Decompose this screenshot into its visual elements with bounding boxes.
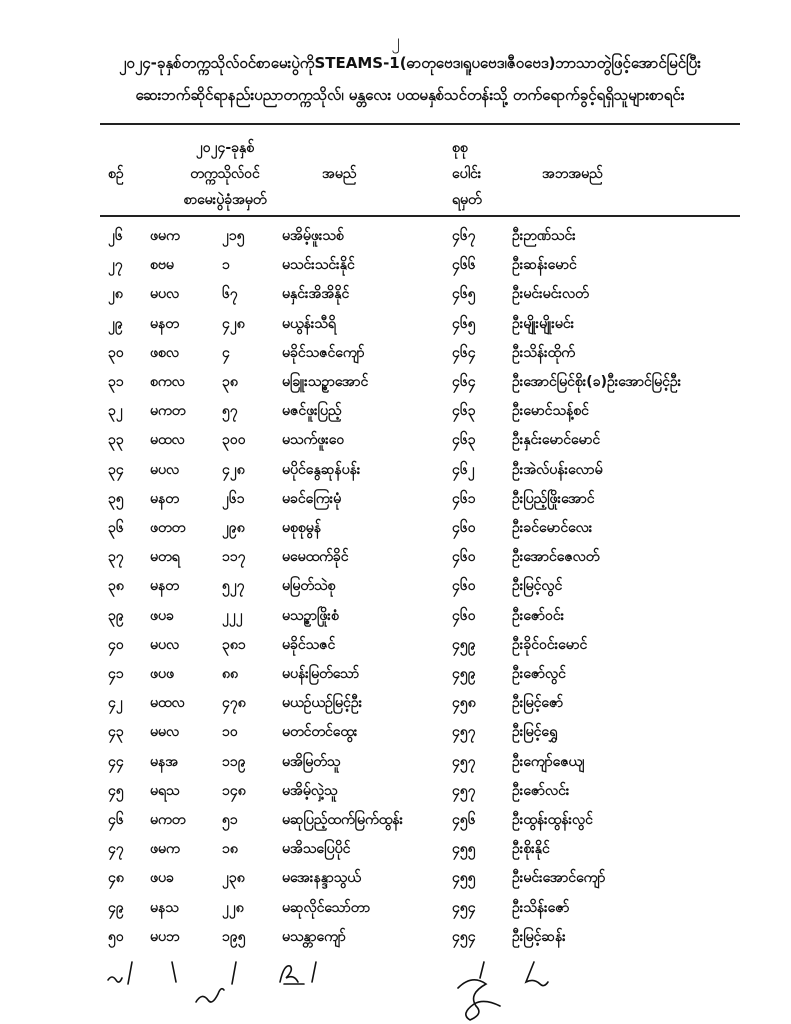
- total-score: ၄၅၇: [452, 782, 476, 799]
- student-name: မစုစုမွန်: [282, 520, 321, 536]
- father-name: ဦးမောင်သန့်စင်: [512, 403, 589, 420]
- exam-prefix: မနသ: [150, 899, 179, 916]
- exam-prefix: ဖစလ: [150, 344, 179, 361]
- serial-number: ၄၇: [108, 841, 124, 858]
- table-row: [0, 489, 791, 517]
- total-score: ၄၅၆: [452, 812, 476, 828]
- exam-number: ၄၂၈: [222, 461, 245, 478]
- table-row: [0, 927, 791, 955]
- father-name: ဦးကျော်ဇေယျ: [512, 753, 585, 770]
- table-row: [0, 898, 791, 926]
- header-name: အမည်: [322, 166, 357, 182]
- father-name: ဦးမင်းမင်းလတ်: [512, 286, 589, 303]
- total-score: ၄၅၉: [452, 666, 476, 682]
- table-row: [0, 693, 791, 721]
- serial-number: ၃၃: [108, 432, 124, 449]
- student-name: မသဥ္စာဖြိုးစံ: [282, 607, 339, 624]
- exam-number: ၄: [222, 344, 230, 361]
- signature-2: [172, 962, 236, 1002]
- table-row: [0, 722, 791, 750]
- table-row: [0, 781, 791, 809]
- father-name: ဦးခိုင်ဝင်းမောင်: [512, 636, 588, 653]
- exam-number: ၂၉၈: [222, 520, 245, 536]
- father-name: ဦးပြည့်ဖြိုးအောင်: [512, 490, 595, 507]
- student-name: မအိမ့်လှဲ့သူ: [282, 782, 338, 799]
- exam-number: ၅၁: [222, 812, 238, 828]
- total-score: ၄၆၀: [452, 578, 476, 595]
- student-name: မယဉ်ယဉ်မြင့်ဦး: [282, 695, 363, 712]
- serial-number: ၃၈: [108, 578, 124, 595]
- serial-number: ၄၆: [108, 812, 124, 828]
- table-header-rule: [100, 215, 740, 217]
- student-name: မသက်ဖူးဝေ: [282, 432, 345, 449]
- exam-number: ၅၂၇: [222, 578, 245, 595]
- exam-number: ၄၂၈: [222, 315, 245, 332]
- table-row: [0, 576, 791, 604]
- exam-prefix: မနတ: [150, 315, 179, 332]
- student-name: မတင်တင်ထွေး: [282, 724, 358, 741]
- father-name: ဦးသိန်းဇော်: [512, 899, 570, 916]
- serial-number: ၄၃: [108, 724, 124, 741]
- header-score-line-1: စုစု: [452, 140, 468, 156]
- header-exam-line-3: စာမေးပွဲခုံအမှတ်: [183, 192, 267, 208]
- exam-number: ၈၈: [222, 666, 238, 682]
- student-name: မနှင်းအိအိနိုင်: [282, 286, 350, 303]
- table-row: [0, 839, 791, 867]
- exam-number: ၁၀: [222, 724, 238, 741]
- table-top-rule: [100, 123, 740, 125]
- total-score: ၄၆၆: [452, 257, 476, 274]
- serial-number: ၃၆: [108, 520, 124, 536]
- student-name: မခိုင်သဇင်ကျော်: [282, 344, 365, 361]
- student-name: မသင်းသင်းနိုင်: [282, 257, 355, 274]
- table-row: [0, 460, 791, 488]
- serial-number: ၄၂: [108, 695, 123, 712]
- exam-number: ၂၂၂: [222, 607, 243, 624]
- table-row: [0, 430, 791, 458]
- signature-4: [458, 962, 500, 1020]
- exam-prefix: စဗမ: [150, 257, 174, 274]
- exam-number: ၂၆၁: [222, 490, 245, 507]
- total-score: ၄၆၇: [452, 228, 476, 244]
- exam-number: ၁၁၉: [222, 753, 246, 770]
- father-name: ဦးသိန်းထိုက်: [512, 344, 575, 361]
- exam-prefix: ဖပဖ: [150, 666, 174, 682]
- father-name: ဦးမြင့်ဇော်: [512, 695, 564, 712]
- student-name: မပန်းမြတ်သော်: [282, 666, 360, 682]
- total-score: ၄၆၄: [452, 374, 476, 390]
- exam-number: ၁၁၇: [222, 549, 246, 566]
- exam-number: ၂၁၅: [222, 228, 245, 244]
- exam-prefix: ဖမက: [150, 228, 180, 244]
- table-row: [0, 547, 791, 575]
- serial-number: ၂၉: [108, 315, 123, 332]
- page-number: ၂: [391, 31, 400, 51]
- total-score: ၄၆၃: [452, 432, 476, 449]
- exam-prefix: မပဘ: [150, 928, 180, 945]
- table-row: [0, 752, 791, 780]
- exam-prefix: မကတ: [150, 403, 186, 420]
- exam-number: ၁၉၅: [222, 928, 246, 945]
- serial-number: ၄၅: [108, 782, 124, 799]
- serial-number: ၂၈: [108, 286, 123, 303]
- table-row: [0, 284, 791, 312]
- student-name: မသန္တာကျော်: [282, 928, 346, 945]
- father-name: ဦးမြင့်ရွှေ: [512, 724, 558, 741]
- exam-number: ၁၈: [222, 841, 238, 858]
- father-name: ဦးအောင်မြင်စိုး(ခ)ဦးအောင်မြင့်ဦး: [512, 374, 682, 390]
- father-name: ဦးအောင်ဇေလတ်: [512, 549, 600, 566]
- student-name: မပိုင်နွေဆုန်ပန်း: [282, 461, 361, 478]
- exam-number: ၁: [222, 257, 230, 274]
- exam-number: ၄၇၈: [222, 695, 246, 712]
- exam-prefix: မမလ: [150, 724, 180, 741]
- total-score: ၄၆၀: [452, 549, 476, 566]
- serial-number: ၄၄: [108, 753, 124, 770]
- father-name: ဦးခင်မောင်လေး: [512, 520, 593, 536]
- exam-prefix: မနတ: [150, 490, 179, 507]
- total-score: ၄၆၀: [452, 520, 476, 536]
- student-name: မခင်ကြေးမုံ: [282, 490, 342, 507]
- table-row: [0, 314, 791, 342]
- exam-prefix: မရသ: [150, 782, 180, 799]
- exam-number: ၃၈: [222, 374, 238, 390]
- header-score-line-2: ပေါင်း: [452, 166, 482, 182]
- student-name: မမေထက်ခိုင်: [282, 549, 349, 566]
- total-score: ၄၆၄: [452, 344, 476, 361]
- student-name: မခိုင်သဇင်: [282, 636, 336, 653]
- total-score: ၄၅၉: [452, 636, 476, 653]
- student-name: မယွန်းသီရိ: [282, 315, 336, 332]
- exam-number: ၂၂၈: [222, 899, 244, 916]
- father-name: ဦးမင်းအောင်ကျော်: [512, 870, 606, 887]
- serial-number: ၄၉: [108, 899, 124, 916]
- table-row: [0, 635, 791, 663]
- exam-number: ၁၄၈: [222, 782, 246, 799]
- serial-number: ၃၇: [108, 549, 124, 566]
- serial-number: ၂၇: [108, 257, 123, 274]
- student-name: မဇင်ဖူးပြည့်: [282, 403, 342, 420]
- signature-1: [108, 962, 132, 984]
- exam-prefix: မပလ: [150, 636, 180, 653]
- student-name: မအိမ့်ဖူးသစ်: [282, 228, 344, 244]
- exam-prefix: ဖမက: [150, 841, 180, 858]
- total-score: ၄၆၅: [452, 315, 476, 332]
- header-no: စဉ်: [108, 166, 124, 182]
- exam-prefix: မကတ: [150, 812, 186, 828]
- father-name: ဦးမျိုးမျိုးမင်း: [512, 315, 575, 332]
- exam-prefix: မပလ: [150, 286, 180, 303]
- serial-number: ၄၀: [108, 636, 124, 653]
- signatures: [0, 958, 791, 1024]
- table-row: [0, 343, 791, 371]
- serial-number: ၃၉: [108, 607, 124, 624]
- exam-number: ၆၇: [222, 286, 238, 303]
- serial-number: ၃၁: [108, 374, 124, 390]
- father-name: ဦးဇော်လင်း: [512, 782, 570, 799]
- table-row: [0, 226, 791, 254]
- student-name: မခြူးသဥ္စာအောင်: [282, 374, 369, 390]
- serial-number: ၄၁: [108, 666, 124, 682]
- table-row: [0, 606, 791, 634]
- header-exam-line-1: ၂၀၂၄-ခုနှစ်: [195, 140, 255, 156]
- total-score: ၄၅၇: [452, 724, 476, 741]
- total-score: ၄၅၅: [452, 841, 476, 858]
- total-score: ၄၆၅: [452, 286, 476, 303]
- total-score: ၄၆၃: [452, 403, 476, 420]
- document-title-line-1: ၂၀၂၄-ခုနှစ်တက္ကသိုလ်ဝင်စာမေးပွဲကိုSTEAMS-1(ဓာတုဗေဒ၊ရူပဗေဒ၊ဇီဝဗေဒ)ဘာသာတွဲဖြင့်အောင်မြင်ပြီး: [119, 54, 701, 72]
- exam-prefix: ဖပခ: [150, 870, 174, 887]
- table-row: [0, 255, 791, 283]
- total-score: ၄၆၂: [452, 461, 475, 478]
- table-row: [0, 401, 791, 429]
- exam-prefix: မနအ: [150, 753, 179, 770]
- father-name: ဦးဇော်လွင်: [512, 666, 566, 682]
- serial-number: ၂၆: [108, 228, 123, 244]
- father-name: ဦးနှင်းမောင်မောင်: [512, 432, 601, 449]
- exam-prefix: မထလ: [150, 695, 185, 712]
- total-score: ၄၅၈: [452, 695, 476, 712]
- student-name: မဆုပြည့်ထက်မြက်ထွန်း: [282, 812, 404, 828]
- serial-number: ၃၂: [108, 403, 123, 420]
- father-name: ဦးဆန်းမောင်: [512, 257, 577, 274]
- exam-number: ၃၀၀: [222, 432, 246, 449]
- table-row: [0, 868, 791, 896]
- student-name: မဆုလိုင်သော်တာ: [282, 899, 371, 916]
- student-name: မအိသပြေပိုင်: [282, 841, 351, 858]
- father-name: ဦးအဲလ်ပန်းလောမ်: [512, 461, 603, 478]
- header-exam-line-2: တက္ကသိုလ်ဝင်: [190, 166, 260, 182]
- total-score: ၄၅၅: [452, 870, 476, 887]
- table-row: [0, 810, 791, 838]
- father-name: ဦးစိုးနိုင်: [512, 841, 550, 858]
- exam-number: ၅၇: [222, 403, 238, 420]
- father-name: ဦးဇော်ဝင်း: [512, 607, 565, 624]
- exam-number: ၂၃၈: [222, 870, 245, 887]
- student-name: မအေးနန္ဒာသွယ်: [282, 870, 361, 887]
- exam-prefix: မတရ: [150, 549, 180, 566]
- student-name: မမြတ်သဲစု: [282, 578, 336, 595]
- exam-prefix: မထလ: [150, 432, 185, 449]
- total-score: ၄၆၁: [452, 490, 476, 507]
- serial-number: ၅၀: [108, 928, 124, 945]
- table-row: [0, 372, 791, 400]
- serial-number: ၃၅: [108, 490, 124, 507]
- serial-number: ၄၈: [108, 870, 124, 887]
- exam-prefix: စကလ: [150, 374, 185, 390]
- total-score: ၄၅၄: [452, 899, 476, 916]
- total-score: ၄၆၀: [452, 607, 476, 624]
- header-score-line-3: ရမှတ်: [452, 192, 482, 208]
- exam-prefix: ဖပခ: [150, 607, 174, 624]
- father-name: ဦးမြင့်လွင်: [512, 578, 563, 595]
- total-score: ၄၅၇: [452, 753, 476, 770]
- table-row: [0, 518, 791, 546]
- document-title-line-2: ဆေးဘက်ဆိုင်ရာနည်းပညာတက္ကသိုလ်၊ မန္တလေး ပထမနှစ်သင်တန်းသို့ တက်ရောက်ခွင့်ရရှိသူများစာရင်း: [135, 86, 685, 104]
- father-name: ဦးဉာဏ်သင်း: [512, 228, 576, 244]
- serial-number: ၃၄: [108, 461, 124, 478]
- exam-prefix: မနတ: [150, 578, 179, 595]
- header-father-name: အဘအမည်: [542, 166, 603, 182]
- exam-prefix: မပလ: [150, 461, 180, 478]
- father-name: ဦးမြင့်ဆန်း: [512, 928, 566, 945]
- student-name: မအိမြတ်သူ: [282, 753, 341, 770]
- exam-number: ၃၈၁: [222, 636, 246, 653]
- table-row: [0, 664, 791, 692]
- serial-number: ၃၀: [108, 344, 124, 361]
- exam-prefix: ဖတတ: [150, 520, 186, 536]
- signature-3: [280, 962, 316, 984]
- father-name: ဦးထွန်းထွန်းလွင်: [512, 812, 593, 828]
- total-score: ၄၅၄: [452, 928, 476, 945]
- signature-5: [526, 962, 548, 986]
